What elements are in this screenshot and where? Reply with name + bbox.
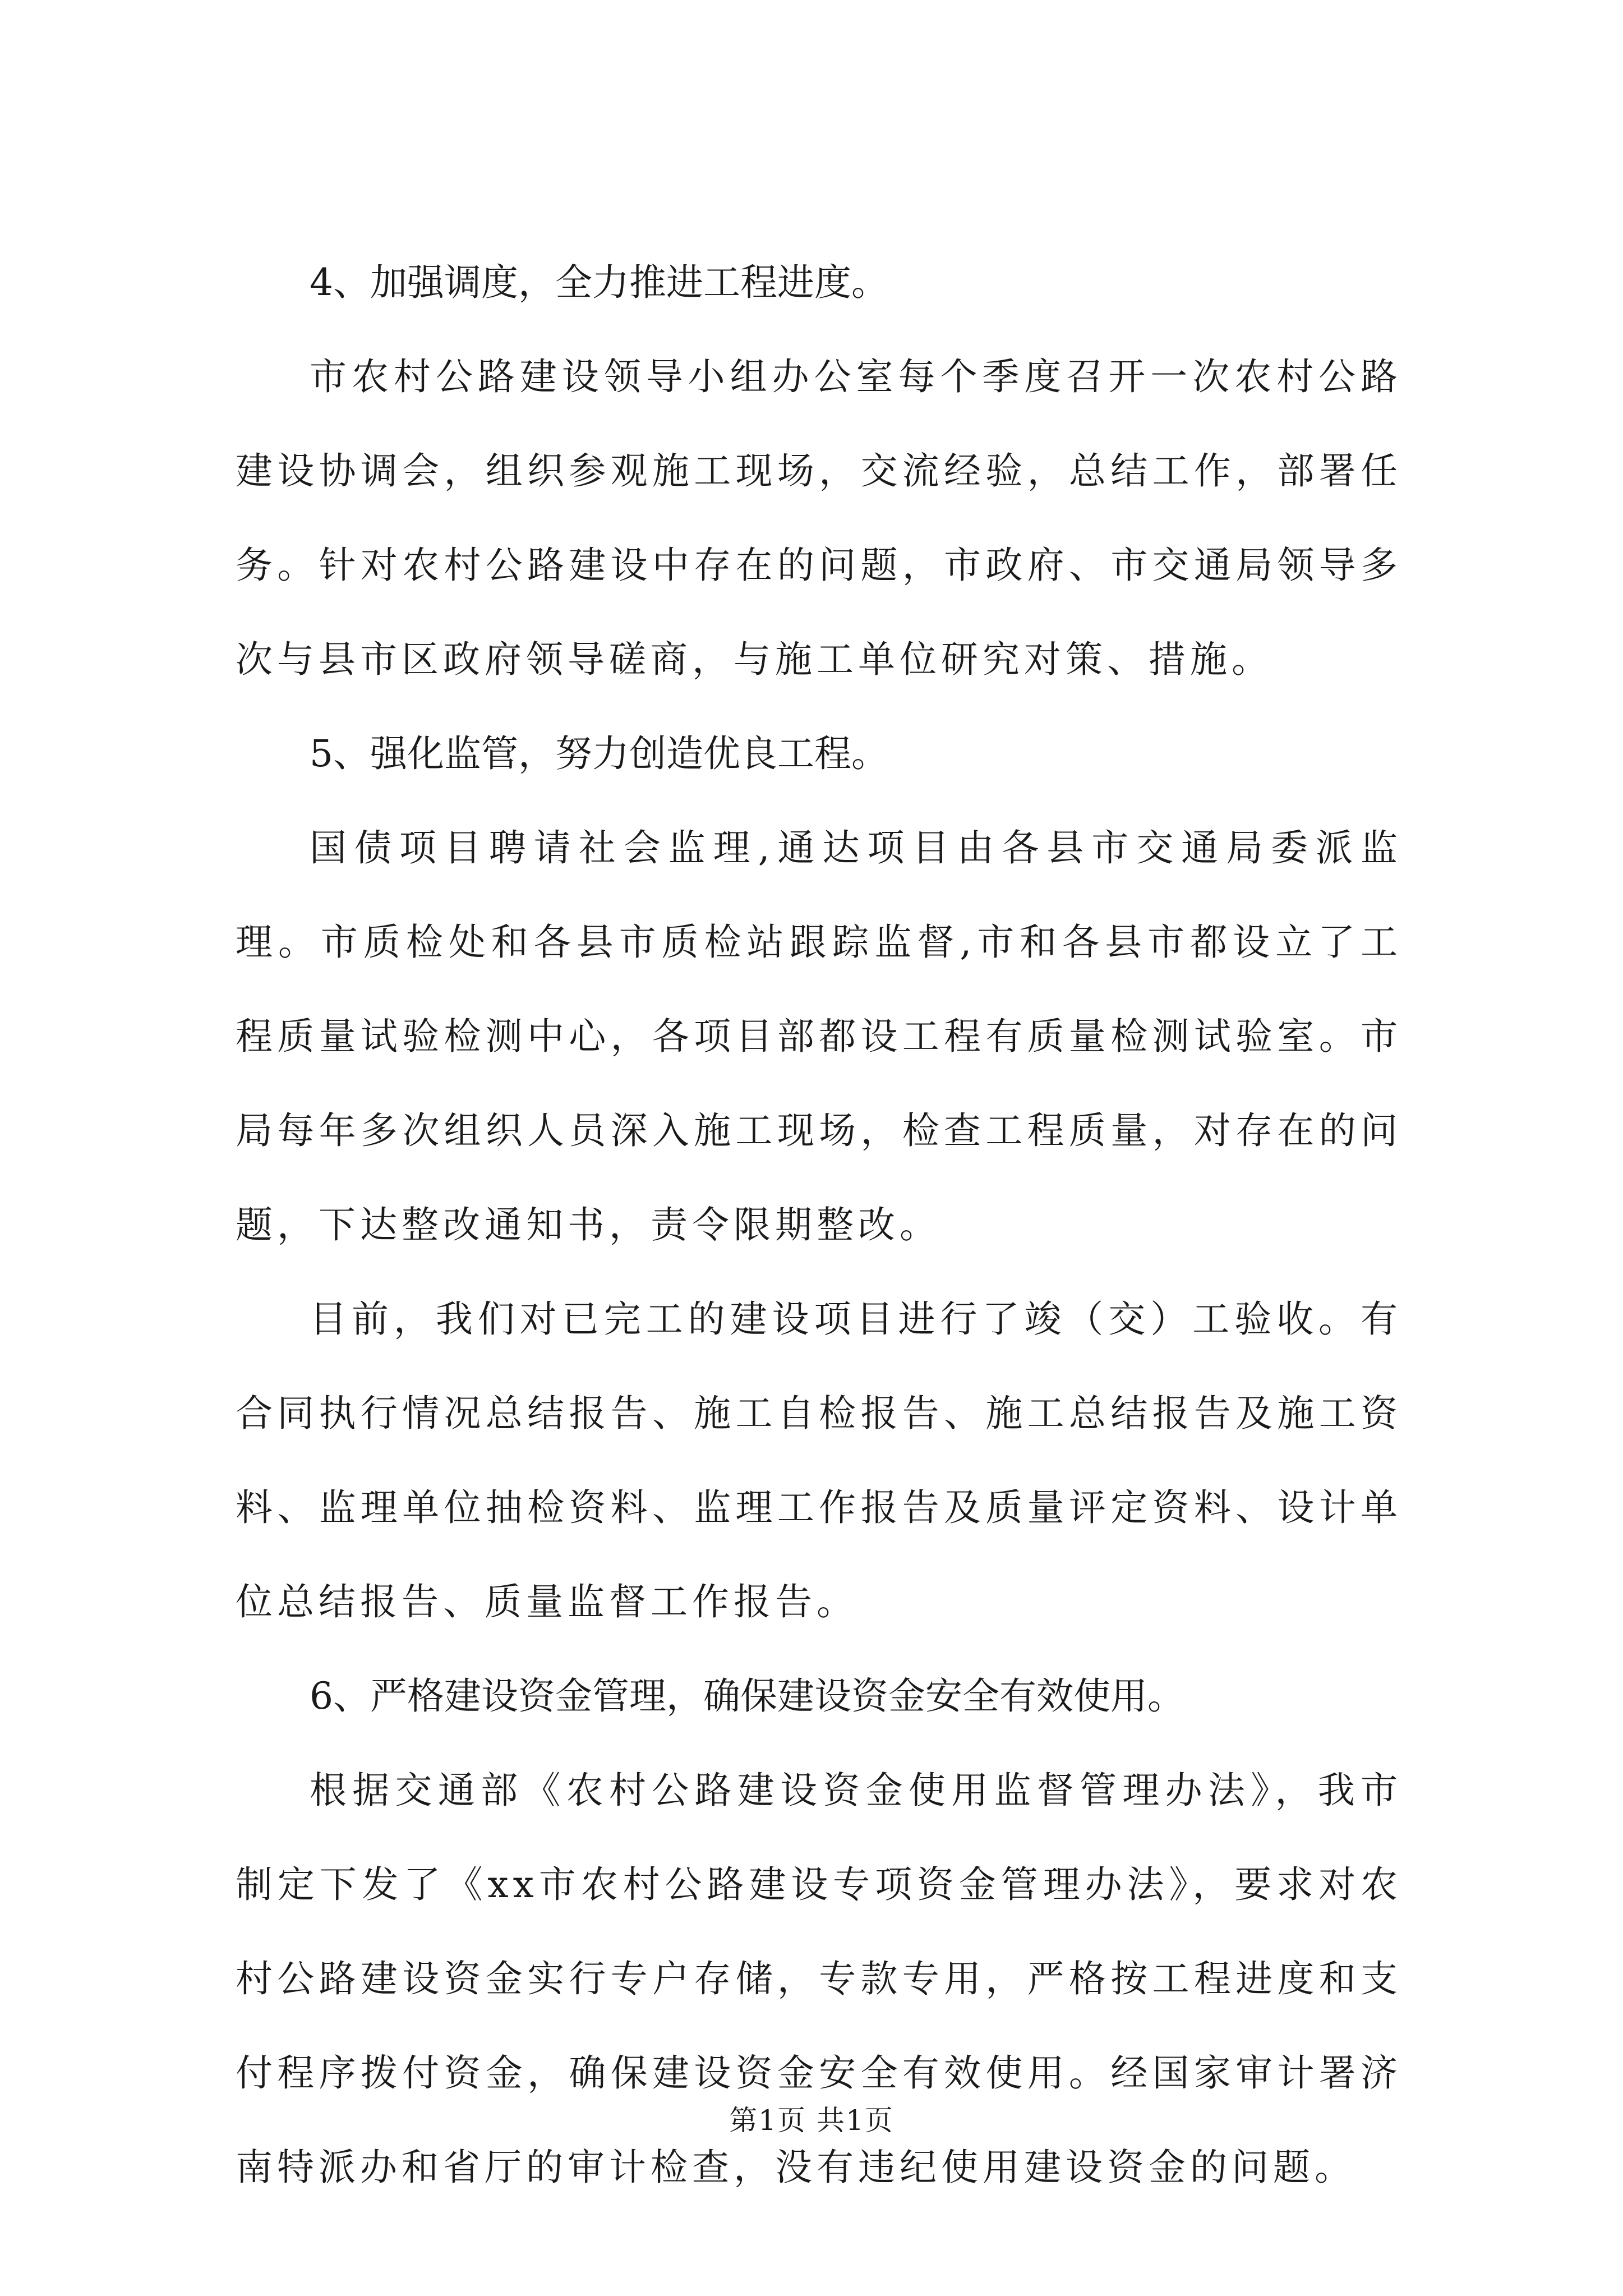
paragraph-coordination: 市农村公路建设领导小组办公室每个季度召开一次农村公路建设协调会，组织参观施工现场，交流经验，总结工作，部署任务。针对农村公路建设中存在的问题，市政府、市交通局领导多次与县市区政府领导磋商，与施工单位研究对策、措施。 — [236, 355, 1402, 681]
page-footer: 第1页 共1页 — [729, 2104, 894, 2137]
paragraph-funds: 根据交通部《农村公路建设资金使用监督管理办法》，我市制定下发了《xx市农村公路建设专项资金管理办法》，要求对农村公路建设资金实行专户存储，专款专用，严格按工程进度和支付程序拨付资金，确保建设资金安全有效使用。经国家审计署济南特派办和省厅的审计检查，没有违纪使用建设资金的问题。 — [236, 1769, 1402, 2189]
section-heading-6: 6、严格建设资金管理，确保建设资金安全有效使用。 — [310, 1674, 1184, 1718]
paragraph-acceptance: 目前，我们对已完工的建设项目进行了竣（交）工验收。有合同执行情况总结报告、施工自检报告、施工总结报告及施工资料、监理单位抽检资料、监理工作报告及质量评定资料、设计单位总结报告、质量监督工作报告。 — [236, 1297, 1402, 1623]
paragraph-supervision: 国债项目聘请社会监理,通达项目由各县市交通局委派监理。市质检处和各县市质检站跟踪监督,市和各县市都设立了工程质量试验检测中心，各项目部都设工程有质量检测试验室。市局每年多次组织人员深入施工现场，检查工程质量，对存在的问题，下达整改通知书，责令限期整改。 — [236, 826, 1402, 1246]
section-heading-5: 5、强化监管，努力创造优良工程。 — [310, 732, 888, 775]
section-heading-4: 4、加强调度，全力推进工程进度。 — [310, 261, 888, 304]
document-body — [236, 236, 1402, 2215]
